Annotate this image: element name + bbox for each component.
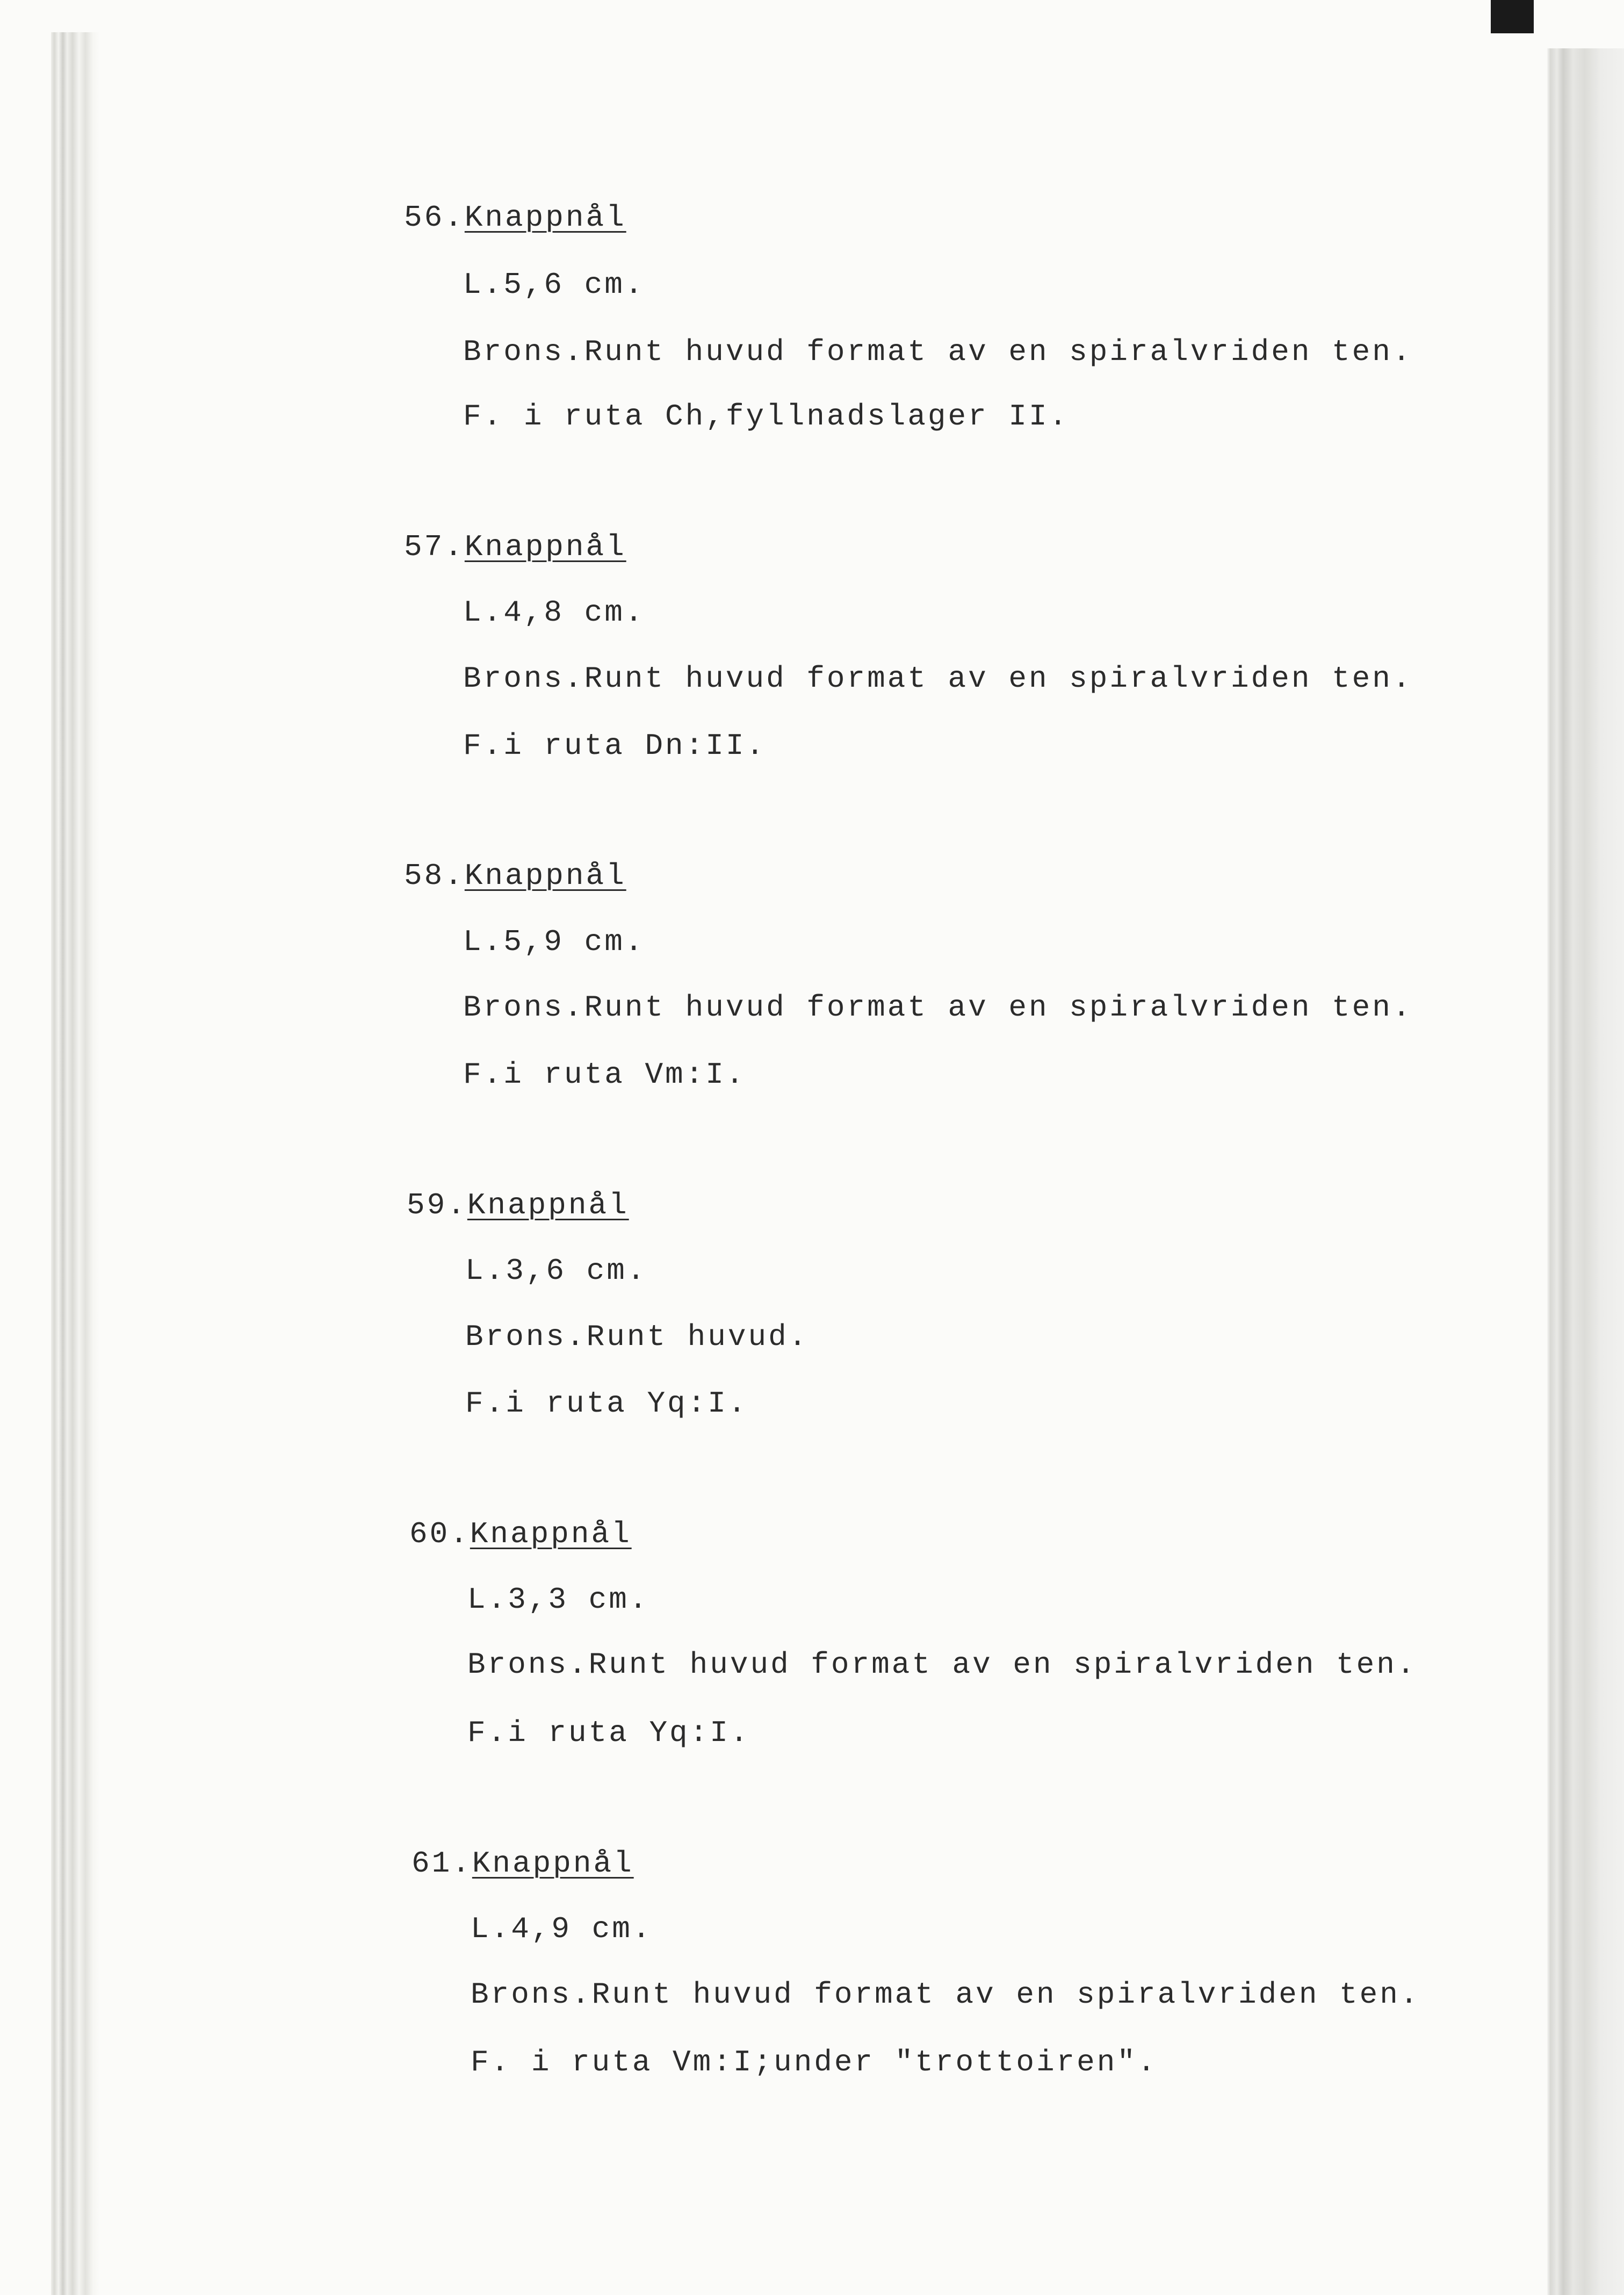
entry-find: F. i ruta Ch,fyllnadslager II. [463, 399, 1070, 434]
page-edge [1547, 48, 1624, 2295]
entry-number: 58. [404, 859, 465, 893]
entry-heading [404, 857, 626, 895]
entry-find: F.i ruta Dn:II. [463, 729, 767, 763]
entry-description: Brons.Runt huvud format av en spiralvriden ten. [471, 1977, 1420, 2012]
entry-number: 57. [404, 530, 465, 564]
entry-length: L.3,6 cm. [465, 1254, 647, 1288]
entry-length: L.4,8 cm. [463, 595, 645, 630]
entry-number: 61. [412, 1846, 472, 1881]
entry-heading [404, 199, 626, 236]
entry-length: L.5,9 cm. [463, 925, 645, 959]
entry-find: F.i ruta Vm:I. [463, 1057, 746, 1092]
entry-number: 56. [404, 200, 465, 235]
entry-description: Brons.Runt huvud format av en spiralvriden ten. [463, 990, 1413, 1025]
entry-heading [409, 1515, 632, 1553]
entry-length: L.5,6 cm. [463, 268, 645, 302]
entry-title: Knappnål [467, 1188, 629, 1222]
entry-description: Brons.Runt huvud format av en spiralvriden ten. [463, 661, 1413, 696]
entry-description: Brons.Runt huvud format av en spiralvriden ten. [467, 1647, 1417, 1682]
entry-title: Knappnål [464, 200, 626, 235]
corner-mark [1491, 0, 1534, 33]
entry-title: Knappnål [464, 530, 626, 564]
binding-edge [51, 32, 99, 2295]
entry-length: L.3,3 cm. [467, 1582, 649, 1617]
entry-length: L.4,9 cm. [471, 1912, 653, 1946]
entry-title: Knappnål [470, 1517, 632, 1551]
entry-find: F.i ruta Yq:I. [467, 1716, 750, 1750]
entry-number: 60. [409, 1517, 470, 1551]
entry-heading [404, 528, 626, 566]
entry-heading [412, 1845, 634, 1882]
entry-number: 59. [407, 1188, 467, 1222]
entry-title: Knappnål [472, 1846, 634, 1881]
entry-description: Brons.Runt huvud. [465, 1320, 809, 1354]
entry-find: F.i ruta Yq:I. [465, 1386, 748, 1421]
entry-title: Knappnål [464, 859, 626, 893]
entry-heading [407, 1186, 629, 1224]
entry-description: Brons.Runt huvud format av en spiralvriden ten. [463, 335, 1413, 369]
entry-find: F. i ruta Vm:I;under "trottoiren". [471, 2045, 1158, 2080]
